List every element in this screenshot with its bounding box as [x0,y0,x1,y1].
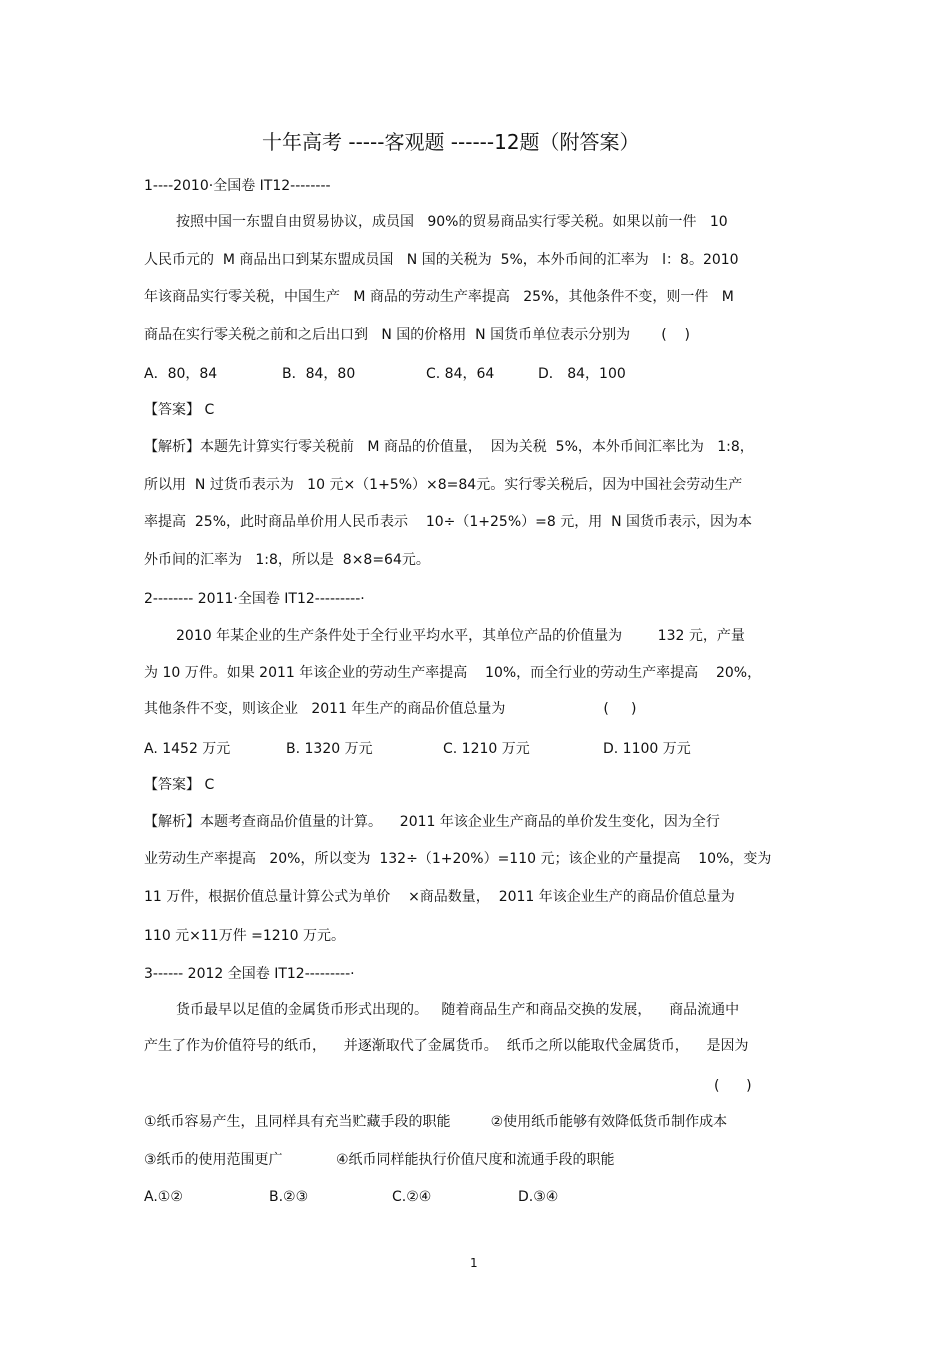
question-2-option-b: B. 1320 万元 [286,741,373,757]
question-1-analysis-line: 率提高 25%，此时商品单价用人民币表示 10÷（1+25%）=8 元，用 N 国货币表示，因为本 [144,514,753,530]
page-number: 1 [470,1256,478,1270]
question-1-stem-line: 按照中国一东盟自由贸易协议，成员国 90%的贸易商品实行零关税。如果以前一件 10 [176,214,728,230]
question-1-analysis-line: 【解析】本题先计算实行零关税前 M 商品的价值量， 因为关税 5%，本外币间汇率比为 1:8， [144,439,754,455]
question-1-option-c: C. 84，64 [426,366,495,382]
question-2-stem-line: 2010 年某企业的生产条件处于全行业平均水平，其单位产品的价值量为 132 元，产量 [176,628,745,644]
document-title: 十年高考 -----客观题 ------12题（附答案） [262,130,640,154]
question-2-analysis-line: 11 万件，根据价值总量计算公式为单价 ×商品数量， 2011 年该企业生产的商品价值总量为 [144,889,735,905]
question-2-option-c: C. 1210 万元 [443,741,530,757]
question-3-stem-line: 产生了作为价值符号的纸币， 并逐渐取代了金属货币。 纸币之所以能取代金属货币， 是因为 [144,1038,749,1054]
question-1-header: 1----2010·全国卷 ⅠT12-------- [144,178,331,194]
question-2-answer: 【答案】 C [144,777,215,793]
question-2-analysis-line: 业劳动生产率提高 20%，所以变为 132÷（1+20%）=110 元；该企业的产量提高 10%，变为 [144,851,772,867]
question-3-answer-paren: ( ) [714,1078,752,1094]
question-2-option-a: A. 1452 万元 [144,741,231,757]
question-1-answer: 【答案】 C [144,402,215,418]
question-1-analysis-line: 所以用 N 过货币表示为 10 元×（1+5%）×8=84元。实行零关税后，因为中国社会劳动生产 [144,477,743,493]
question-1-stem-line: 商品在实行零关税之前和之后出口到 N 国的价格用 N 国货币单位表示分别为 ( ) [144,327,690,343]
question-1-option-a: A．80，84 [144,366,218,382]
question-2-analysis-line: 110 元×11万件 =1210 万元。 [144,928,345,944]
question-3-option-b: B.②③ [269,1189,309,1205]
question-2-option-d: D. 1100 万元 [603,741,691,757]
question-3-stem-line: 货币最早以足值的金属货币形式出现的。 随着商品生产和商品交换的发展， 商品流通中 [176,1002,740,1018]
question-1-stem-line: 年该商品实行零关税，中国生产 M 商品的劳动生产率提高 25%，其他条件不变，则一件 M [144,289,734,305]
question-3-statement-line: ①纸币容易产生，且同样具有充当贮藏手段的职能 ②使用纸币能够有效降低货币制作成本 [144,1114,728,1130]
question-1-option-b: B．84，80 [282,366,356,382]
question-3-header: 3------ 2012 全国卷 ⅠT12---------· [144,966,355,982]
question-2-stem-line: 其他条件不变，则该企业 2011 年生产的商品价值总量为 ( ) [144,701,637,717]
question-3-statement-line: ③纸币的使用范围更广 ④纸币同样能执行价值尺度和流通手段的职能 [144,1152,615,1168]
question-3-option-c: C.②④ [392,1189,432,1205]
question-3-option-a: A.①② [144,1189,183,1205]
question-1-analysis-line: 外币间的汇率为 1:8，所以是 8×8=64元。 [144,552,430,568]
question-1-option-d: D． 84，100 [538,366,626,382]
question-2-stem-line: 为 10 万件。如果 2011 年该企业的劳动生产率提高 10%，而全行业的劳动生产率提高 20%， [144,665,762,681]
question-2-analysis-line: 【解析】本题考查商品价值量的计算。 2011 年该企业生产商品的单价发生变化，因为全行 [144,814,720,830]
question-3-option-d: D.③④ [518,1189,559,1205]
question-2-header: 2-------- 2011·全国卷 ⅠT12---------· [144,591,365,607]
question-1-stem-line: 人民币元的 M 商品出口到某东盟成员国 N 国的关税为 5%，本外币间的汇率为 l：8。2010 [144,252,739,268]
